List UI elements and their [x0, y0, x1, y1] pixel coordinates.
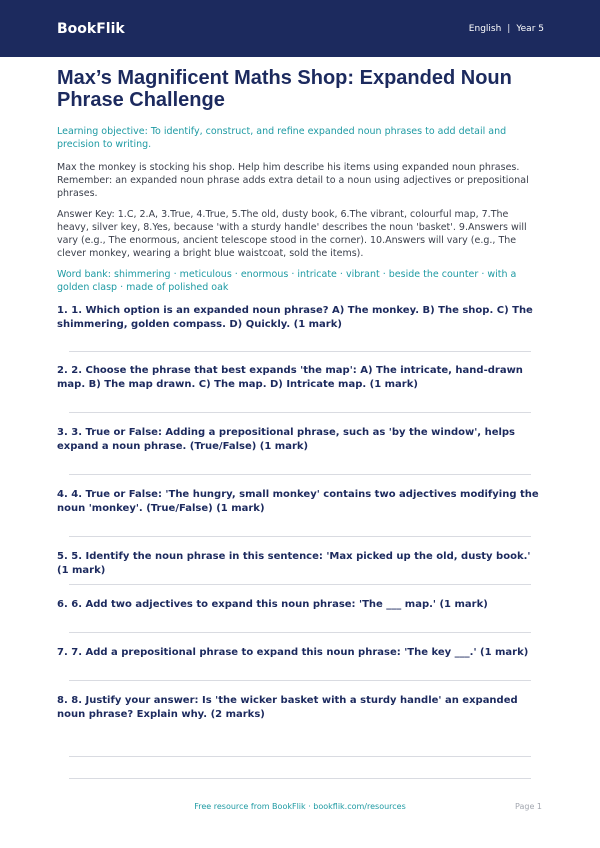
meta-separator: |	[507, 23, 511, 34]
answer-line-1[interactable]	[69, 351, 531, 352]
intro-text: Max the monkey is stocking his shop. Help him describe his items using expanded noun phrases. Remember: an expanded noun phrase adds extra detail to a noun using adjectives or prepositional phrases.	[57, 162, 529, 199]
question-1: 1. 1. Which option is an expanded noun phrase? A) The monkey. B) The shop. C) The shimmering, golden compass. D) Quickly. (1 mark)	[57, 305, 533, 330]
question-7: 7. 7. Add a prepositional phrase to expand this noun phrase: 'The key ___.' (1 mark)	[57, 647, 529, 658]
brand-logo[interactable]: BookFlik	[57, 20, 125, 37]
year-label: Year 5	[516, 23, 544, 34]
answer-line-3[interactable]	[69, 474, 531, 475]
answer-line-5[interactable]	[69, 584, 531, 585]
word-bank: Word bank: shimmering · meticulous · enormous · intricate · vibrant · beside the counter · with a golden clasp · made of polished oak	[57, 269, 517, 293]
question-2: 2. 2. Choose the phrase that best expands 'the map': A) The intricate, hand-drawn map. B) The map drawn. C) The map. D) Intricate map. (1 mark)	[57, 365, 523, 390]
answer-line-8a[interactable]	[69, 756, 531, 757]
question-3: 3. 3. True or False: Adding a prepositional phrase, such as 'by the window', helps expand a noun phrase. (True/False) (1 mark)	[57, 427, 516, 452]
answer-line-2[interactable]	[69, 412, 531, 413]
page-title: Max’s Magnificent Maths Shop: Expanded Noun Phrase Challenge	[57, 67, 512, 111]
question-6: 6. 6. Add two adjectives to expand this noun phrase: 'The ___ map.' (1 mark)	[57, 599, 488, 610]
worksheet-intro	[57, 67, 543, 294]
answer-key: Answer Key: 1.C, 2.A, 3.True, 4.True, 5.The old, dusty book, 6.The vibrant, colourful map, 7.The heavy, silver key, 8.Yes, because 'with a sturdy handle' describes the noun 'basket'. 9.Answers will vary (e.g., The enormous, ancient telescope stood in the corner). 10.Answers will vary (e.g., The clever monkey, wearing a bright blue waistcoat, sold the items).	[57, 209, 527, 259]
header-meta	[469, 24, 544, 34]
learning-objective: Learning objective: To identify, construct, and refine expanded noun phrases to add detail and precision to writing.	[57, 126, 507, 150]
question-5: 5. 5. Identify the noun phrase in this sentence: 'Max picked up the old, dusty book.' (1 mark)	[57, 551, 531, 576]
question-8: 8. 8. Justify your answer: Is 'the wicker basket with a sturdy handle' an expanded noun phrase? Explain why. (2 marks)	[57, 695, 518, 720]
question-4: 4. 4. True or False: 'The hungry, small monkey' contains two adjectives modifying the noun 'monkey'. (True/False) (1 mark)	[57, 489, 539, 514]
language-label: English	[468, 23, 502, 34]
answer-line-6[interactable]	[69, 632, 531, 633]
page-number: Page 1	[515, 802, 542, 811]
header-bar	[0, 0, 600, 57]
answer-line-7[interactable]	[69, 680, 531, 681]
answer-line-8b[interactable]	[69, 778, 531, 779]
footer-resource-link[interactable]: Free resource from BookFlik · bookflik.com/resources	[194, 802, 406, 811]
answer-line-4[interactable]	[69, 536, 531, 537]
